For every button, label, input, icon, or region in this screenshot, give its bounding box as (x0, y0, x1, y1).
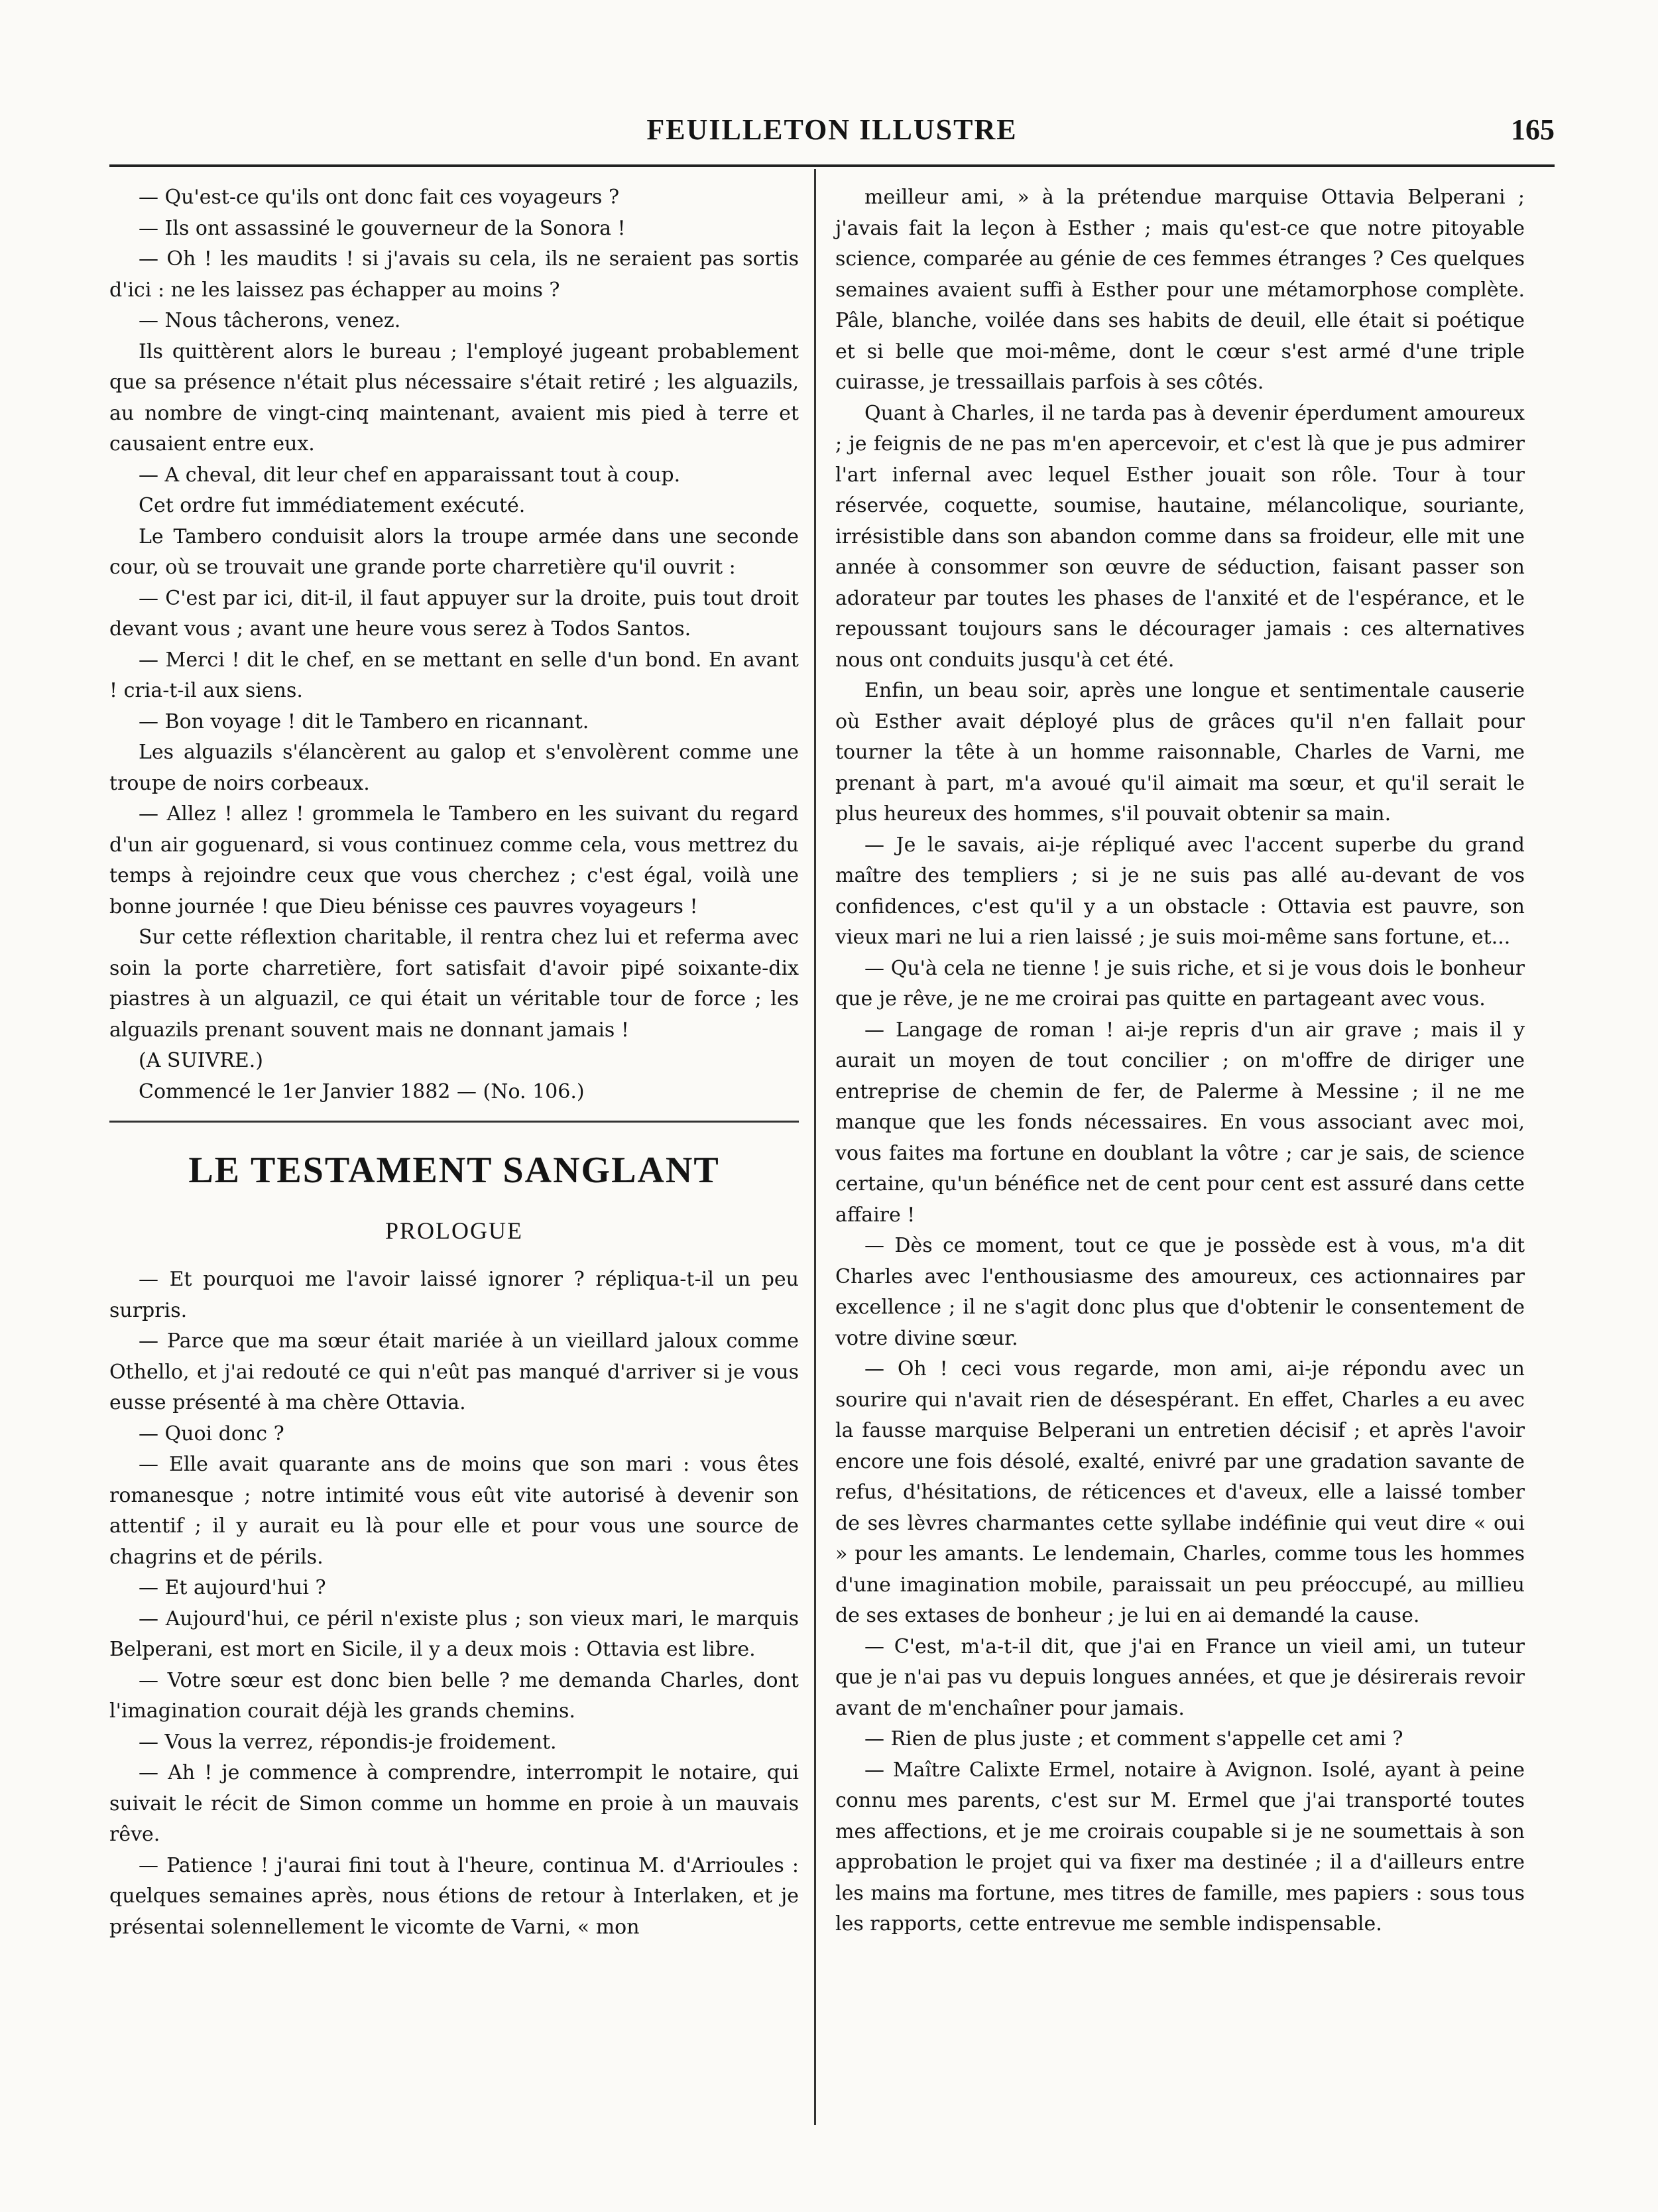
paragraph: — Rien de plus juste ; et comment s'appelle cet ami ? (864, 1727, 1403, 1751)
paragraph: — Qu'à cela ne tienne ! je suis riche, et si je vous dois le bonheur que je rêve, je ne me croirai pas quitte en partageant avec vous. (835, 956, 1525, 1011)
paragraph: — Et aujourd'hui ? (139, 1576, 326, 1599)
paragraph: Quant à Charles, il ne tarda pas à devenir éperdument amoureux ; je feignis de ne pas m'en apercevoir, et c'est là que je pus admirer l'art infernal avec lequel Esther jouait son rôle. Tour à tour réservée, coquette, soumise, hautaine, mélancolique, souriante, irrésistible dans son abandon comme dans sa froideur, elle mit une année à consommer son œuvre de séduction, faisant passer son adorateur par toutes les phases de l'anxité et de l'espérance, et le repoussant toujours sans le décourager jamais : ces alternatives nous ont conduits jusqu'à cet été. (835, 401, 1525, 672)
paragraph: — Je le savais, ai-je répliqué avec l'accent superbe du grand maître des templiers ; si je ne suis pas allé au-devant de vos confidences, c'est qu'il y a un obstacle : Ottavia est pauvre, son vieux mari ne lui a rien laissé ; je suis moi-même sans fortune, et... (835, 833, 1525, 949)
section-title: PROLOGUE (385, 1217, 523, 1244)
to-be-continued: (A SUIVRE.) (139, 1049, 263, 1072)
paragraph: Les alguazils s'élancèrent au galop et s'envolèrent comme une troupe de noirs corbeaux. (109, 741, 799, 795)
paragraph: — Quoi donc ? (139, 1422, 284, 1445)
serial-start-note: Commencé le 1er Janvier 1882 — (No. 106.) (139, 1079, 585, 1103)
paragraph: — C'est, m'a-t-il dit, que j'ai en France un vieil ami, un tuteur que je n'ai pas vu depuis longues années, et que je désirerais revoir avant de m'enchaîner pour jamais. (835, 1634, 1525, 1720)
paragraph: — C'est par ici, dit-il, il faut appuyer sur la droite, puis tout droit devant vous ; avant une heure vous serez à Todos Santos. (109, 586, 799, 641)
paragraph: Cet ordre fut immédiatement exécuté. (139, 494, 526, 517)
paragraph: — Votre sœur est donc bien belle ? me demanda Charles, dont l'imagination courait déjà les grands chemins. (109, 1668, 799, 1723)
paragraph: — Oh ! les maudits ! si j'avais su cela, ils ne seraient pas sortis d'ici : ne les laissez pas échapper au moins ? (109, 247, 799, 302)
paragraph: — Vous la verrez, répondis-je froidement. (139, 1730, 557, 1754)
paragraph: — Elle avait quarante ans de moins que son mari : vous êtes romanesque ; notre intimité vous eût vite autorisé à devenir son attentif ; il y aurait eu là pour elle et pour vous une source de chagrins et de périls. (109, 1453, 799, 1569)
paragraph: — Langage de roman ! ai-je repris d'un air grave ; mais il y aurait un moyen de tout concilier ; on m'offre de diriger une entreprise de chemin de fer, de Palerme à Messine ; il ne me manque que les fonds nécessaires. En vous associant avec moi, vous faites ma fortune en doublant la vôtre ; car je sais, de science certaine, qu'un bénéfice net de cent pour cent est assuré dans cette affaire ! (835, 1018, 1525, 1227)
paragraph: — Merci ! dit le chef, en se mettant en selle d'un bond. En avant ! cria-t-il aux siens. (109, 648, 799, 702)
paragraph: — Patience ! j'aurai fini tout à l'heure, continua M. d'Arrioules : quelques semaines après, nous étions de retour à Interlaken, et je présentai solennellement le vicomte de Varni, « mon (109, 1853, 799, 1939)
header-rule (109, 164, 1555, 167)
paragraph: — Ah ! je commence à comprendre, interrompit le notaire, qui suivait le récit de Simon comme un homme en proie à un mauvais rêve. (109, 1761, 799, 1846)
paragraph: — Aujourd'hui, ce péril n'existe plus ; son vieux mari, le marquis Belperani, est mort en Sicile, il y a deux mois : Ottavia est libre. (109, 1607, 799, 1661)
section-separator (109, 1121, 799, 1123)
page-number: 165 (1511, 113, 1555, 146)
prologue-text (109, 1264, 799, 1943)
right-column (835, 182, 1525, 1940)
column-divider (814, 169, 816, 2125)
paragraph: — Ils ont assassiné le gouverneur de la Sonora ! (139, 216, 626, 240)
paragraph: meilleur ami, » à la prétendue marquise Ottavia Belperani ; j'avais fait la leçon à Esther ; mais qu'est-ce que notre pitoyable science, comparée au génie de ces femmes étranges ? Ces quelques semaines avaient suffi à Esther pour une métamorphose complète. Pâle, blanche, voilée dans ses habits de deuil, elle était si poétique et si belle que moi-même, dont le cœur s'est armé d'une triple cuirasse, je tressaillais parfois à ses côtés. (835, 186, 1525, 394)
running-header (109, 113, 1555, 159)
paragraph: — Parce que ma sœur était mariée à un vieillard jaloux comme Othello, et j'ai redouté ce qui n'eût pas manqué d'arriver si je vous eusse présenté à ma chère Ottavia. (109, 1329, 799, 1414)
paragraph: Sur cette réflextion charitable, il rentra chez lui et referma avec soin la porte charretière, fort satisfait d'avoir pipé soixante-dix piastres à un alguazil, ce qui était un véritable tour de force ; les alguazils prenant souvent mais ne donnant jamais ! (109, 926, 799, 1042)
paragraph: Enfin, un beau soir, après une longue et sentimentale causerie où Esther avait déployé plus de grâces qu'il n'en fallait pour tourner la tête à un homme raisonnable, Charles de Varni, me prenant à part, m'a avoué qu'il aimait ma sœur, et qu'il serait le plus heureux des hommes, s'il pouvait obtenir sa main. (835, 679, 1525, 826)
chapter-end-text (109, 182, 799, 1046)
paragraph: Ils quittèrent alors le bureau ; l'employé jugeant probablement que sa présence n'était plus nécessaire s'était retiré ; les alguazils, au nombre de vingt-cinq maintenant, avaient mis pied à terre et causaient entre eux. (109, 339, 799, 456)
paragraph: — Oh ! ceci vous regarde, mon ami, ai-je répondu avec un sourire qui n'avait rien de désespérant. En effet, Charles a eu avec la fausse marquise Belperani un entretien décisif ; et après l'avoir encore une fois désolé, exalté, enivré par une gradation savante de refus, d'hésitations, de réticences et d'aveux, elle a laissé tomber de ses lèvres charmantes cette syllabe indéfinie qui veut dire « oui » pour les amants. Le lendemain, Charles, comme tous les hommes d'une imagination mobile, paraissait un peu préoccupé, au millieu de ses extases de bonheur ; je lui en ai demandé la cause. (835, 1357, 1525, 1627)
right-column-text (835, 182, 1525, 1940)
paragraph: — A cheval, dit leur chef en apparaissant tout à coup. (139, 463, 681, 487)
story-title: LE TESTAMENT SANGLANT (188, 1150, 720, 1191)
paragraph: — Bon voyage ! dit le Tambero en ricannant. (139, 709, 589, 733)
paragraph: — Dès ce moment, tout ce que je possède est à vous, m'a dit Charles avec l'enthousiasme des amoureux, ces actionnaires par excellence ; il ne s'agit donc plus que d'obtenir le consentement de votre divine sœur. (835, 1234, 1525, 1350)
paragraph: — Et pourquoi me l'avoir laissé ignorer ? répliqua-t-il un peu surpris. (109, 1268, 799, 1322)
paragraph: — Maître Calixte Ermel, notaire à Avignon. Isolé, ayant à peine connu mes parents, c'est sur M. Ermel que j'ai transporté toutes mes affections, et je me croirais coupable si je ne soumettais à son approbation le projet qui va fixer ma destinée ; il a d'ailleurs entre les mains ma fortune, mes titres de famille, mes papiers : sous tous les rapports, cette entrevue me semble indispensable. (835, 1758, 1525, 1936)
left-column (109, 182, 799, 1943)
paragraph: Le Tambero conduisit alors la troupe armée dans une seconde cour, où se trouvait une grande porte charretière qu'il ouvrit : (109, 524, 799, 579)
paragraph: — Allez ! allez ! grommela le Tambero en les suivant du regard d'un air goguenard, si vous continuez comme cela, vous mettrez du temps à rejoindre ceux que vous cherchez ; c'est égal, voilà une bonne journée ! que Dieu bénisse ces pauvres voyageurs ! (109, 802, 799, 918)
header-title: FEUILLETON ILLUSTRE (646, 113, 1018, 146)
paragraph: — Qu'est-ce qu'ils ont donc fait ces voyageurs ? (139, 186, 620, 209)
paragraph: — Nous tâcherons, venez. (139, 309, 401, 332)
